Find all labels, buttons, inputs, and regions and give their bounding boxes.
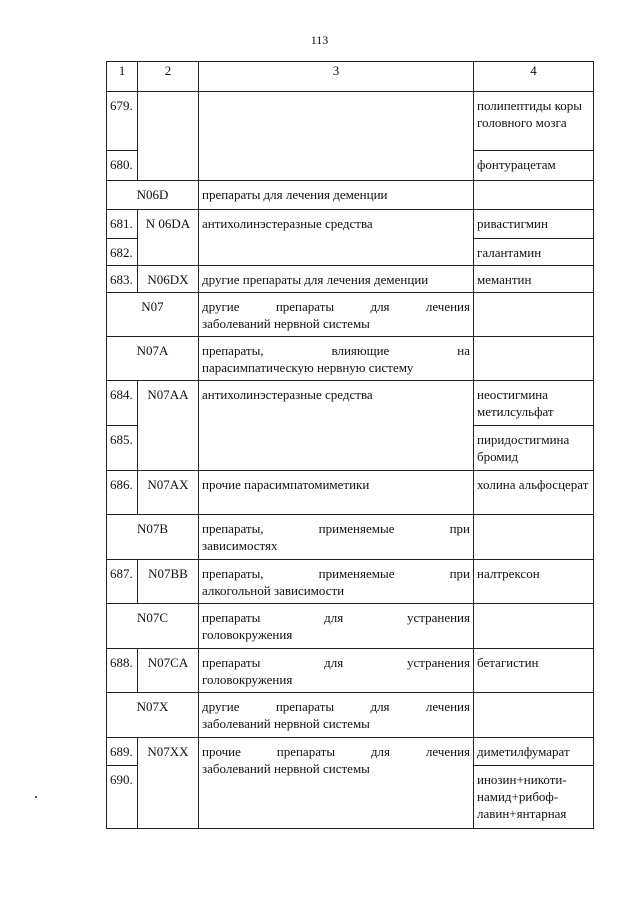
row-number: 682. xyxy=(107,239,138,266)
group-description xyxy=(199,515,474,560)
description-line-1: прочие препараты для лечения xyxy=(202,744,470,759)
drug-name: неостигмина метилсульфат xyxy=(474,381,594,426)
description-line-1: другие препараты для лечения xyxy=(202,699,470,714)
group-description xyxy=(199,693,474,738)
drug-name-empty xyxy=(474,293,594,337)
atc-code: N07X xyxy=(107,693,199,738)
description xyxy=(199,560,474,604)
group-row xyxy=(107,515,594,560)
drug-name: пиридостигмина бромид xyxy=(474,426,594,471)
row-number: 684. xyxy=(107,381,138,426)
drug-name: бетагистин xyxy=(474,649,594,693)
page-number: 113 xyxy=(310,33,329,47)
row-number: 690. xyxy=(107,766,138,829)
description-line-2: заболеваний нервной системы xyxy=(202,316,370,331)
atc-code: N06D xyxy=(107,181,199,210)
table-row xyxy=(107,560,594,604)
description-line-2: алкогольной зависимости xyxy=(202,583,345,598)
scan-speck xyxy=(35,796,37,798)
drug-name: ривастигмин xyxy=(474,210,594,239)
row-number: 680. xyxy=(107,151,138,181)
atc-code: N07B xyxy=(107,515,199,560)
atc-code: N 06DA xyxy=(138,210,199,266)
group-description xyxy=(199,337,474,381)
drug-name-empty xyxy=(474,693,594,738)
description-line-1: препараты, влияющие на xyxy=(202,343,470,358)
drug-name: холина альфосцерат xyxy=(474,471,594,515)
row-number: 687. xyxy=(107,560,138,604)
drug-table xyxy=(106,61,594,829)
table-row xyxy=(107,92,594,151)
description: антихолинэстеразные средства xyxy=(199,210,474,266)
group-description xyxy=(199,293,474,337)
drug-name: мемантин xyxy=(474,266,594,293)
row-number: 683. xyxy=(107,266,138,293)
row-number: 686. xyxy=(107,471,138,515)
col-header-1: 1 xyxy=(107,62,138,92)
atc-code: N07BB xyxy=(138,560,199,604)
header-row xyxy=(107,62,594,92)
table-row xyxy=(107,649,594,693)
row-number: 685. xyxy=(107,426,138,471)
description-line-2: заболеваний нервной системы xyxy=(202,716,370,731)
group-description: препараты для лечения деменции xyxy=(199,181,474,210)
table-row xyxy=(107,266,594,293)
group-row xyxy=(107,337,594,381)
row-number: 681. xyxy=(107,210,138,239)
drug-name: диметилфумарат xyxy=(474,738,594,766)
drug-name: полипептиды коры головного мозга xyxy=(474,92,594,151)
atc-code-cell xyxy=(138,92,199,181)
group-description xyxy=(199,604,474,649)
description-cell xyxy=(199,92,474,181)
row-number: 689. xyxy=(107,738,138,766)
description-line-2: головокружения xyxy=(202,627,293,642)
description-line-1: препараты для устранения xyxy=(202,610,470,625)
atc-code: N06DX xyxy=(138,266,199,293)
group-row xyxy=(107,604,594,649)
description: антихолинэстеразные средства xyxy=(199,381,474,471)
atc-code: N07CA xyxy=(138,649,199,693)
description xyxy=(199,738,474,829)
col-header-3: 3 xyxy=(199,62,474,92)
table-row xyxy=(107,471,594,515)
row-number: 679. xyxy=(107,92,138,151)
description: другие препараты для лечения деменции xyxy=(199,266,474,293)
drug-name-empty xyxy=(474,515,594,560)
description-line-2: зависимостях xyxy=(202,538,278,553)
description-line-2: головокружения xyxy=(202,672,293,687)
drug-name-empty xyxy=(474,604,594,649)
atc-code: N07C xyxy=(107,604,199,649)
atc-code: N07AX xyxy=(138,471,199,515)
description xyxy=(199,649,474,693)
drug-name-empty xyxy=(474,337,594,381)
atc-code: N07A xyxy=(107,337,199,381)
atc-code: N07 xyxy=(107,293,199,337)
row-number: 688. xyxy=(107,649,138,693)
group-row xyxy=(107,293,594,337)
table-row xyxy=(107,738,594,766)
col-header-4: 4 xyxy=(474,62,594,92)
description-line-2: парасимпатическую нервную систему xyxy=(202,360,414,375)
description-line-2: заболеваний нервной системы xyxy=(202,761,370,776)
description-line-1: другие препараты для лечения xyxy=(202,299,470,314)
atc-code: N07AA xyxy=(138,381,199,471)
description-line-1: препараты, применяемые при xyxy=(202,566,470,581)
drug-name: налтрексон xyxy=(474,560,594,604)
group-row xyxy=(107,693,594,738)
drug-name: галантамин xyxy=(474,239,594,266)
drug-name: инозин+никоти-намид+рибоф-лавин+янтарная xyxy=(474,766,594,829)
description-line-1: препараты, применяемые при xyxy=(202,521,470,536)
atc-code: N07XX xyxy=(138,738,199,829)
description: прочие парасимпатомиметики xyxy=(199,471,474,515)
table-row xyxy=(107,210,594,239)
table-row xyxy=(107,381,594,426)
drug-name-empty xyxy=(474,181,594,210)
col-header-2: 2 xyxy=(138,62,199,92)
drug-name: фонтурацетам xyxy=(474,151,594,181)
description-line-1: препараты для устранения xyxy=(202,655,470,670)
group-row xyxy=(107,181,594,210)
